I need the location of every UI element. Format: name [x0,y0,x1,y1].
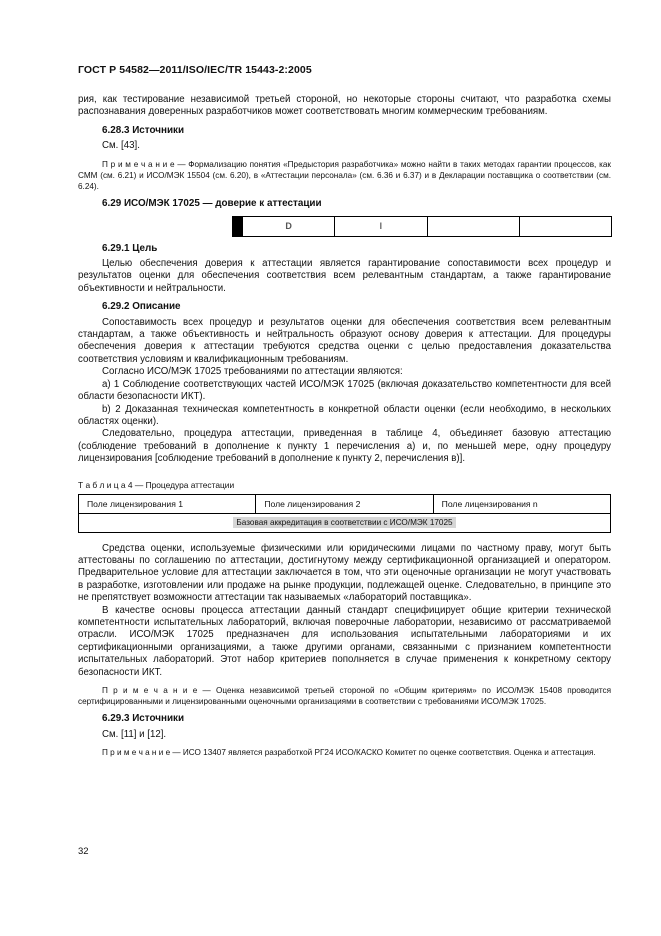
scale-cell-4 [520,217,611,236]
note-label: П р и м е ч а н и е [102,159,175,169]
list-item-b: b) 2 Доказанная техническая компетентность в конкретной области оценки (если необходимо, в нескольких областях оценки). [78,403,611,427]
table-base-cell [79,513,611,532]
table-cell: Поле лицензирования 2 [256,494,433,513]
heading-6-28-3: 6.28.3 Источники [102,124,185,136]
note-label: П р и м е ч а н и е [102,748,171,758]
document-page [78,64,611,758]
heading-6-29-1: 6.29.1 Цель [102,242,158,254]
note-text: — Формализацию понятия «Предыстория разработчика» можно найти в таких методах гарантии процессов, как СММ (см. 6.21) и ИСО/МЭК 15504 (см. 6.20), в «Аттестации персонала» (см. 6.36 и 6.37) и в Декларации поставщика о соответствии (см. 6.24). [78,159,611,192]
page-number: 32 [78,846,89,857]
description-p5: В качестве основы процесса аттестации данный стандарт специфицирует общие критерии технической компетентности испытательных лабораторий, включая поверочные лаборатории, независимо от рассматриваемой отрасли. ИСО/МЭК 17025 предназначен для использования испытательными лабораториями и их сертификационными организациями, а также другими органами, связанными с признанием компетентности испытательных лабораторий. Этот набор критериев пополняется в случае применения к конкретному сектору безопасности ИКТ. [78,604,611,678]
table-caption [78,480,611,490]
note-label: П р и м е ч а н и е [102,686,198,696]
note-6-28-3 [78,159,611,193]
note-text: — Оценка независимой третьей стороной по «Общим критериям» по ИСО/МЭК 15408 проводится сертифицированными и лицензированными оценочными организациями в соответствии с требованиями ИСО/МЭК 17025. [78,686,612,707]
scale-cell-d: D [243,217,335,236]
table-row [79,494,611,513]
table-cell: Поле лицензирования n [433,494,610,513]
heading-6-29-3: 6.29.3 Источники [102,713,185,725]
description-p4: Средства оценки, используемые физическими или юридическими лицами по частному праву, могут быть аттестованы по соглашению по аттестации, достигнутому между сертификационной организацией и оператором. Предварительное условие для аттестации заключается в том, что эти оценочные организации не могут участвовать в разработке, изготовлении или продаже на рынке продукции, подлежащей оценке. Следовательно, в принципе это не препятствует возможности аттестации так называемых «лабораторий поставщика». [78,542,611,604]
intro-paragraph: рия, как тестирование независимой третьей стороной, но некоторые стороны считают, что разработка схемы распознавания доверенных разработчиков может соответствовать многим коммерческим требованиям. [78,94,611,118]
sources-6-28-3: См. [43]. [102,140,140,152]
heading-6-29-2: 6.29.2 Описание [102,301,181,313]
assurance-scale-bar [232,216,612,237]
table-caption-label: Т а б л и ц а 4 [78,479,133,490]
goal-paragraph: Целью обеспечения доверия к аттестации является гарантирование сопоставимости всех процедур и результатов оценки для обеспечения соответствия всем релевантным стандартам, а также гарантирование объективности и нейтральности. [78,258,611,294]
table-cell: Поле лицензирования 1 [79,494,256,513]
scale-marker [233,217,243,236]
list-item-a: a) 1 Соблюдение соответствующих частей ИСО/МЭК 17025 (включая доказательство компетентности для всей области безопасности ИКТ). [78,378,611,403]
description-p3: Следовательно, процедура аттестации, приведенная в таблице 4, объединяет базовую аттестацию (соблюдение требований в дополнение к пункту 1 перечисления а) и, по меньшей мере, одну процедуру лицензирования [соблюдение требований в дополнение к пункту 2, перечисления в)]. [78,428,611,465]
note-6-29-2 [78,685,611,707]
accreditation-table [78,494,611,533]
description-p2: Согласно ИСО/МЭК 17025 требованиями по аттестации являются: [102,366,403,378]
note-text: — ИСО 13407 является разработкой РГ24 ИСО/КАСКО Комитет по оценке соответствия. Оценка и аттестация. [170,748,596,758]
description-p1: Сопоставимость всех процедур и результатов оценки для обеспечения соответствия всем релевантным стандартам, а также объективность и нейтральность образуют основу доверия к аттестации. Для процедуры обеспечения доверия к аттестации требуются средства оценки с целью предоставления доказательства соответствия условиям и квалификационным требованиям. [78,316,611,365]
table-caption-text: — Процедура аттестации [132,479,235,490]
scale-cell-3 [428,217,520,236]
table-row [79,513,611,532]
heading-6-29: 6.29 ИСО/МЭК 17025 — доверие к аттестации [102,198,322,210]
sources-6-29-3: См. [11] и [12]. [102,728,167,740]
base-accreditation-label: Базовая аккредитация в соответствии с ИСО/МЭК 17025 [233,517,455,528]
document-header: ГОСТ Р 54582—2011/ISO/IEC/TR 15443-2:2005 [78,64,312,76]
note-6-29-3 [78,747,611,758]
scale-cell-i: I [335,217,427,236]
